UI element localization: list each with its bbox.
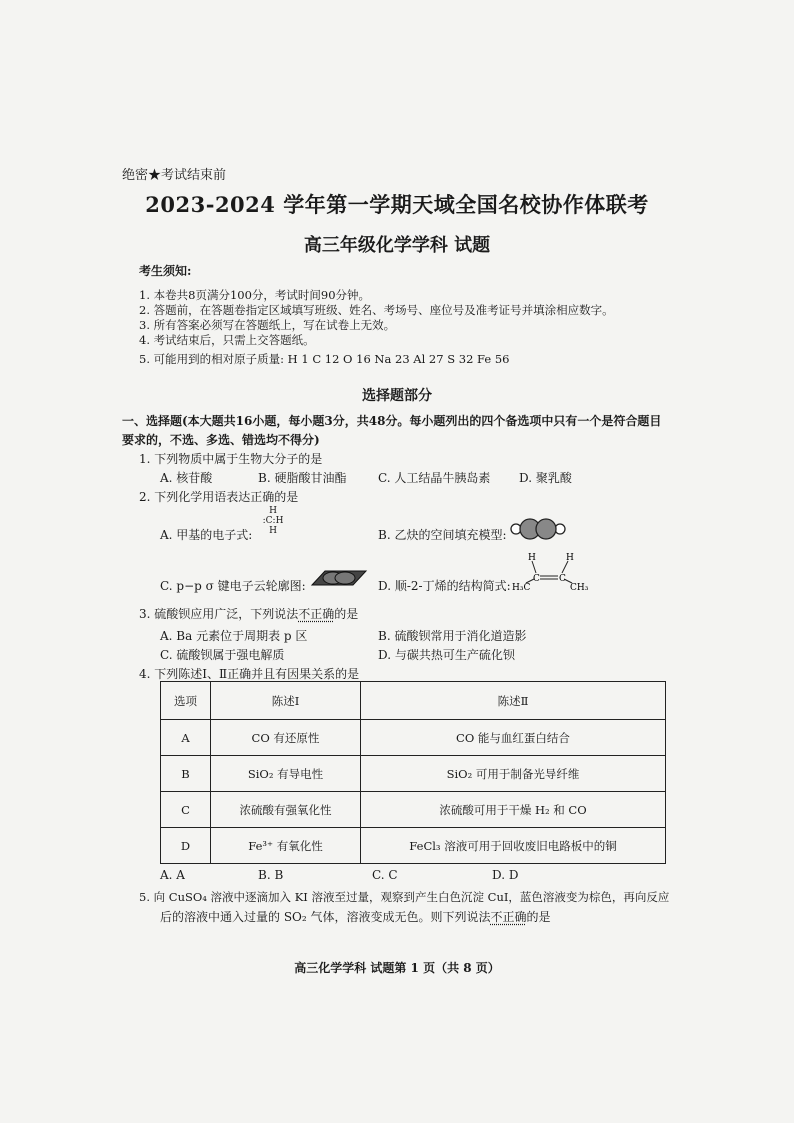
table-header-row — [161, 682, 666, 720]
table-cell: 浓硫酸可用于干燥 H₂ 和 CO — [361, 792, 666, 828]
atom-label: C — [265, 516, 273, 526]
table-cell: FeCl₃ 溶液可用于回收废旧电路板中的铜 — [361, 828, 666, 864]
table-cell: SiO₂ 可用于制备光导纤维 — [361, 756, 666, 792]
table-row — [161, 756, 666, 792]
atom-label: C — [533, 574, 540, 584]
question-1-stem: 1. 下列物质中属于生物大分子的是 — [139, 452, 323, 466]
q1-option-a: A. 核苷酸 — [160, 471, 213, 485]
q4-option-c: C. C — [372, 868, 398, 882]
q3-option-d: D. 与碳共热可生产硫化钡 — [378, 648, 515, 662]
table-cell: C — [161, 792, 211, 828]
q2-option-c: C. p−p σ 键电子云轮廓图: — [160, 579, 306, 593]
section-title: 选择题部分 — [362, 388, 432, 404]
notice-item: 3. 所有答案必须写在答题纸上，写在试卷上无效。 — [139, 318, 396, 332]
header-cell: 陈述Ⅰ — [211, 682, 361, 720]
methyl-electron-formula: H :C:H H — [262, 506, 284, 536]
cis-2-butene-structure-icon — [512, 551, 588, 591]
q2-option-a: A. 甲基的电子式: — [160, 528, 253, 542]
confidential-label: 绝密★考试结束前 — [122, 168, 227, 183]
table-row — [161, 828, 666, 864]
table-cell: CO 能与血红蛋白结合 — [361, 720, 666, 756]
q2-option-b: B. 乙炔的空间填充模型: — [378, 528, 507, 542]
notice-item: 4. 考试结束后，只需上交答题纸。 — [139, 333, 315, 347]
table-cell: CO 有还原性 — [211, 720, 361, 756]
q3-option-c: C. 硫酸钡属于强电解质 — [160, 648, 285, 662]
notice-item: 2. 答题前，在答题卷指定区域填写班级、姓名、考场号、座位号及准考证号并填涂相应数字。 — [139, 303, 614, 317]
acetylene-space-filling-model-icon — [510, 516, 566, 542]
atom-label: CH₃ — [570, 583, 588, 591]
q3-option-b: B. 硫酸钡常用于消化道造影 — [378, 629, 527, 643]
table-cell: B — [161, 756, 211, 792]
section-intro: 一、选择题(本大题共16小题，每小题3分，共48分。每小题列出的四个备选项中只有一个是符合题目 — [122, 414, 662, 428]
exam-subtitle: 高三年级化学学科 试题 — [303, 235, 491, 256]
question-3-stem: 3. 硫酸钡应用广泛，下列说法不正确的是 — [139, 607, 359, 621]
table-cell: SiO₂ 有导电性 — [211, 756, 361, 792]
table-cell: 浓硫酸有强氧化性 — [211, 792, 361, 828]
atom-label: H — [269, 526, 277, 536]
atom-label: H — [269, 506, 277, 516]
question-2-stem: 2. 下列化学用语表达正确的是 — [139, 490, 299, 504]
q3-option-a: A. Ba 元素位于周期表 p 区 — [160, 629, 308, 643]
notice-item: 5. 可能用到的相对原子质量: H 1 C 12 O 16 Na 23 Al 27 S 32 Fe 56 — [139, 352, 510, 366]
emphasis-mark: 不正确 — [490, 910, 527, 924]
notice-heading: 考生须知: — [139, 264, 192, 278]
question-5-line-2: 后的溶液中通入过量的 SO₂ 气体，溶液变成无色。则下列说法不正确的是 — [160, 910, 551, 924]
q2-option-d: D. 顺-2-丁烯的结构简式: — [378, 579, 511, 593]
q4-option-a: A. A — [160, 868, 185, 882]
table-row — [161, 792, 666, 828]
atom-label: H₃C — [512, 583, 531, 591]
emphasis-mark: 不正确 — [298, 607, 335, 621]
statement-table — [160, 681, 666, 864]
q1-option-c: C. 人工结晶牛胰岛素 — [378, 471, 491, 485]
atom-label: H — [566, 553, 574, 563]
section-intro: 要求的，不选、多选、错选均不得分) — [122, 433, 320, 447]
question-5-line-1: 5. 向 CuSO₄ 溶液中逐滴加入 KI 溶液至过量，观察到产生白色沉淀 CuI，蓝色溶液变为棕色，再向反应 — [139, 890, 670, 904]
page-footer: 高三化学学科 试题第 1 页（共 8 页） — [294, 961, 500, 975]
q1-option-b: B. 硬脂酸甘油酯 — [258, 471, 347, 485]
q1-option-d: D. 聚乳酸 — [519, 471, 572, 485]
q4-option-b: B. B — [258, 868, 284, 882]
q4-option-d: D. D — [492, 868, 519, 882]
header-cell: 选项 — [161, 682, 211, 720]
atom-label: H — [275, 516, 284, 526]
question-4-stem: 4. 下列陈述Ⅰ、Ⅱ正确并且有因果关系的是 — [139, 667, 360, 681]
atom-label: H — [528, 553, 536, 563]
atom-label: C — [559, 574, 566, 584]
exam-title: 2023-2024 学年第一学期天域全国名校协作体联考 — [145, 192, 649, 217]
header-cell: 陈述Ⅱ — [361, 682, 666, 720]
table-cell: D — [161, 828, 211, 864]
notice-item: 1. 本卷共8页满分100分，考试时间90分钟。 — [139, 288, 371, 302]
table-row — [161, 720, 666, 756]
table-cell: Fe³⁺ 有氧化性 — [211, 828, 361, 864]
table-cell: A — [161, 720, 211, 756]
p-p-sigma-bond-icon — [310, 566, 368, 590]
